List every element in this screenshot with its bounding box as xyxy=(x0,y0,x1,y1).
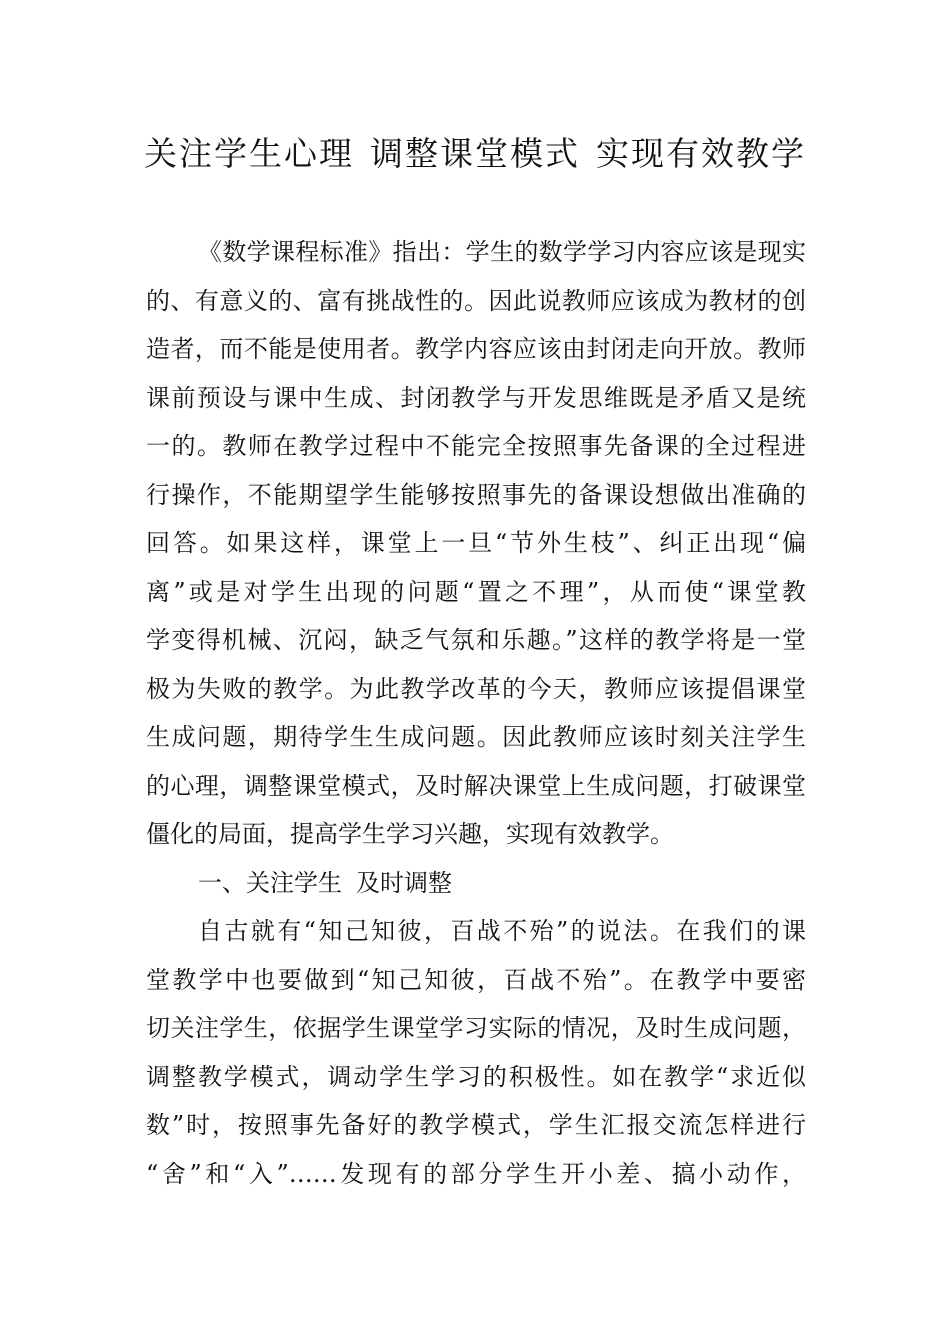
document-body xyxy=(146,228,806,1198)
document-title xyxy=(0,128,950,175)
paragraph-2-line: 切关注学生，依据学生课堂学习实际的情况，及时生成问题， xyxy=(146,1014,806,1042)
paragraph-2-line: 数”时，按照事先备好的教学模式，学生汇报交流怎样进行 xyxy=(146,1111,806,1139)
paragraph-1-line: 极为失败的教学。为此教学改革的今天，教师应该提倡课堂 xyxy=(146,674,806,703)
paragraph-1-line: 回答。如果这样，课堂上一旦“节外生枝”、纠正出现“偏 xyxy=(146,529,806,557)
paragraph-1-line: 离”或是对学生出现的问题“置之不理”，从而使“课堂教 xyxy=(146,577,806,606)
title-part-2: 调整课堂模式 xyxy=(370,134,580,173)
title-part-3: 实现有效教学 xyxy=(596,134,806,173)
paragraph-1-line: 行操作，不能期望学生能够按照事先的备课设想做出准确的 xyxy=(146,480,806,509)
section-1-heading xyxy=(146,859,806,908)
section-1-heading-part-2: 及时调整 xyxy=(356,868,452,897)
paragraph-2-line: 堂教学中也要做到“知己知彼，百战不殆”。在教学中要密 xyxy=(146,965,806,994)
paragraph-1-line: 课前预设与课中生成、封闭教学与开发思维既是矛盾又是统 xyxy=(146,383,806,412)
paragraph-2-line: 自古就有“知己知彼，百战不殆”的说法。在我们的课 xyxy=(198,917,806,945)
paragraph-1-line: 造者，而不能是使用者。教学内容应该由封闭走向开放。教师 xyxy=(146,335,806,363)
paragraph-2-line: 调整教学模式，调动学生学习的积极性。如在教学“求近似 xyxy=(146,1062,806,1091)
paragraph-1-line: 一的。教师在教学过程中不能完全按照事先备课的全过程进 xyxy=(146,432,806,460)
paragraph-1-line: 僵化的局面，提高学生学习兴趣，实现有效教学。 xyxy=(146,820,674,848)
paragraph-1-line: 学变得机械、沉闷，缺乏气氛和乐趣。”这样的教学将是一堂 xyxy=(146,626,806,654)
paragraph-1-line: 生成问题，期待学生生成问题。因此教师应该时刻关注学生 xyxy=(146,723,806,751)
paragraph-1-line: 《数学课程标准》指出：学生的数学学习内容应该是现实 xyxy=(198,238,806,266)
section-1-heading-part-1: 一、关注学生 xyxy=(198,868,342,897)
title-part-1: 关注学生心理 xyxy=(144,134,354,173)
paragraph-2-line: “舍”和“入”……发现有的部分学生开小差、搞小动作， xyxy=(146,1159,806,1188)
paragraph-1-line: 的、有意义的、富有挑战性的。因此说教师应该成为教材的创 xyxy=(146,286,806,315)
paragraph-1-line: 的心理，调整课堂模式，及时解决课堂上生成问题，打破课堂 xyxy=(146,771,806,800)
